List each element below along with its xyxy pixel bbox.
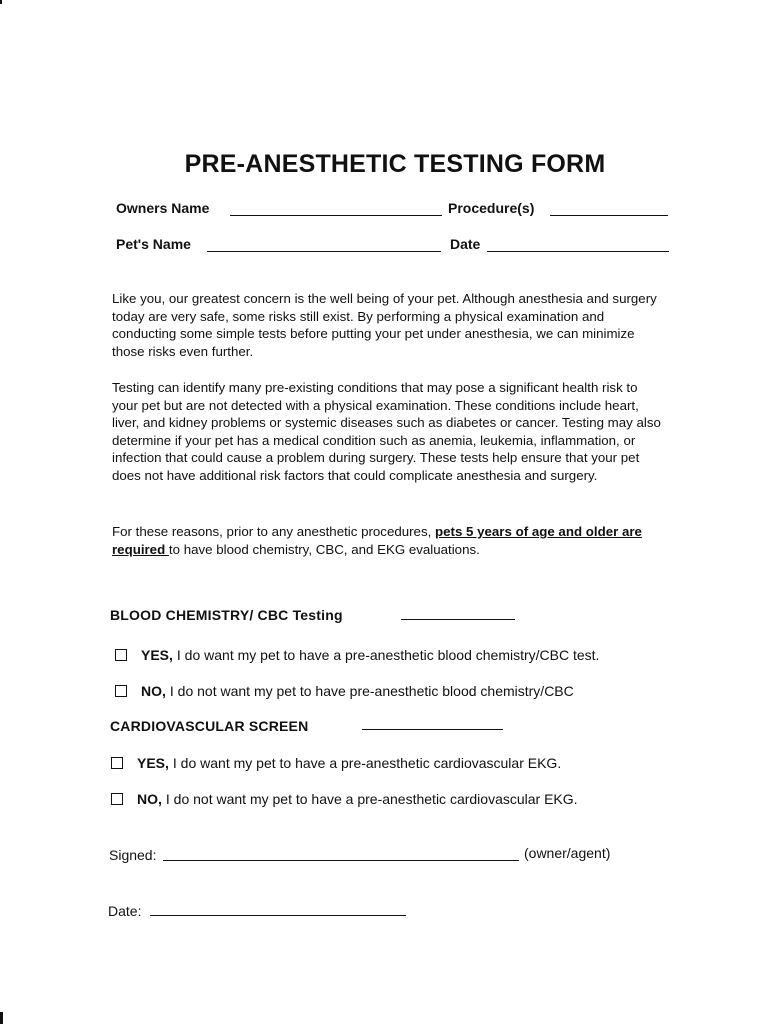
blood-yes-text: I do want my pet to have a pre-anesthetic blood chemistry/CBC test. — [176, 647, 600, 663]
signed-label: Signed: — [109, 847, 157, 863]
pets-name-label: Pet's Name — [116, 236, 191, 252]
blood-no-bold: NO, — [141, 683, 166, 699]
blood-no-checkbox[interactable] — [115, 685, 127, 697]
cardio-yes-text: I do want my pet to have a pre-anesthetic cardiovascular EKG. — [172, 755, 562, 771]
testing-paragraph: Testing can identify many pre-existing conditions that may pose a significant health risk to your pet but are not detected with a physical examination. These conditions include heart, liver, and kidney problems or systemic diseases such as diabetes or cancer. Testing may also determine if your pet has a medical condition such as anemia, leukemia, inflammation, or infection that could cause a problem during surgery. These tests help ensure that your pet does not have additional risk factors that could complicate anesthesia and surgery. — [112, 380, 661, 483]
blood-yes-checkbox[interactable] — [115, 649, 127, 661]
page-title: PRE-ANESTHETIC TESTING FORM — [184, 150, 606, 178]
age-requirement-emphasis: pets 5 years of age and older are required — [112, 524, 642, 557]
scan-artifact-top — [0, 0, 2, 4]
cardio-no-text: I do not want my pet to have a pre-anesthetic cardiovascular EKG. — [165, 791, 578, 807]
blood-no-text: I do not want my pet to have pre-anesthetic blood chemistry/CBC — [169, 683, 574, 699]
pets-name-line[interactable] — [207, 251, 441, 252]
requirements-text-start: For these reasons, prior to any anesthetic procedures, — [112, 524, 435, 539]
procedures-label: Procedure(s) — [448, 200, 535, 216]
date-label: Date — [450, 236, 481, 252]
owner-agent-label: (owner/agent) — [524, 845, 611, 861]
cardio-yes-bold: YES, — [137, 755, 169, 771]
blood-yes-option[interactable] — [115, 647, 599, 663]
requirements-paragraph — [112, 523, 664, 558]
owners-name-line[interactable] — [230, 215, 442, 216]
date-line[interactable] — [487, 251, 669, 252]
signature-line[interactable] — [163, 860, 519, 861]
cardio-yes-option[interactable] — [111, 755, 561, 771]
cardio-yes-checkbox[interactable] — [111, 757, 123, 769]
owners-name-label: Owners Name — [116, 200, 210, 216]
requirements-text-end: to have blood chemistry, CBC, and EKG evaluations. — [168, 541, 480, 557]
blood-chemistry-heading: BLOOD CHEMISTRY/ CBC Testing — [110, 607, 343, 623]
procedures-line[interactable] — [550, 215, 668, 216]
signature-date-label: Date: — [108, 903, 142, 919]
cardiovascular-line[interactable] — [362, 729, 503, 730]
cardio-no-option[interactable] — [111, 791, 578, 807]
blood-chemistry-line[interactable] — [401, 619, 515, 620]
cardio-no-bold: NO, — [137, 791, 162, 807]
signature-date-line[interactable] — [150, 915, 406, 916]
intro-paragraph: Like you, our greatest concern is the well being of your pet. Although anesthesia and surgery today are very safe, some risks still exist. By performing a physical examination and conducting some simple tests before putting your pet under anesthesia, we can minimize those risks even further. — [112, 291, 657, 359]
scan-artifact-bottom — [0, 1012, 3, 1024]
cardio-no-checkbox[interactable] — [111, 793, 123, 805]
blood-yes-bold: YES, — [141, 647, 173, 663]
blood-no-option[interactable] — [115, 683, 574, 699]
cardiovascular-heading: CARDIOVASCULAR SCREEN — [110, 718, 309, 734]
